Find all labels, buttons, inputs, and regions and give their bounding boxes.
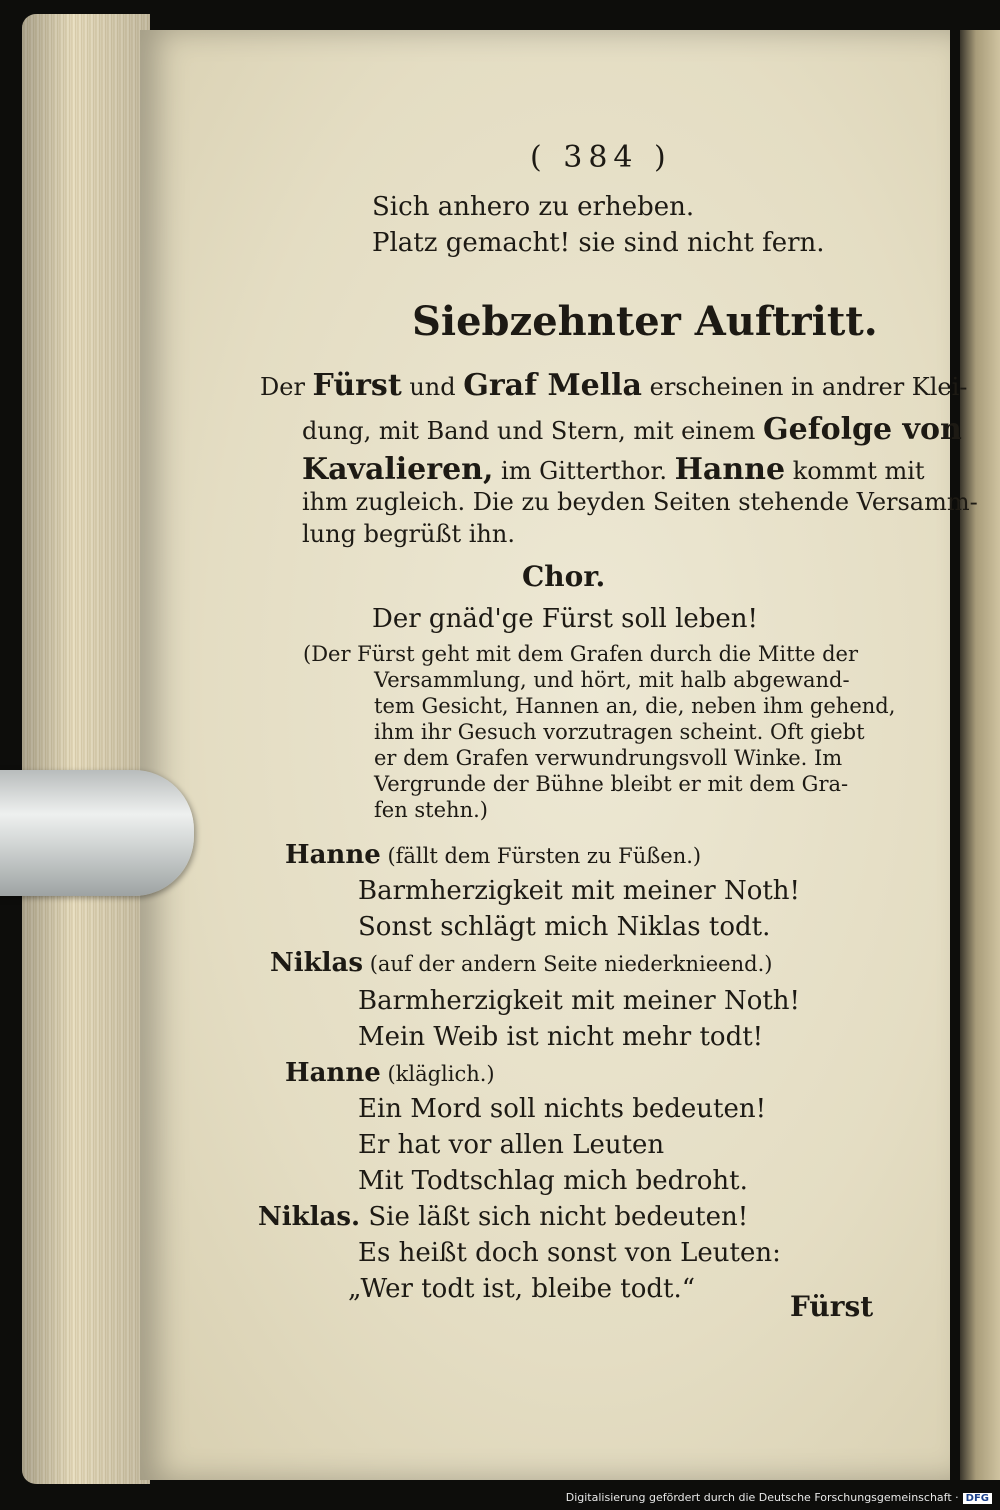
text: im Gitterthor. — [493, 457, 675, 485]
verse-line: Platz gemacht! sie sind nicht fern. — [372, 228, 825, 258]
book-edge-shadow — [22, 14, 150, 1484]
chor-direction-line: Vergrunde der Bühne bleibt er mit dem Gra- — [374, 772, 849, 796]
text: Der — [260, 373, 313, 401]
chor-direction-line: tem Gesicht, Hannen an, die, neben ihm gehend, — [374, 694, 896, 718]
page-holder-clip — [0, 770, 194, 896]
dialogue-line: Mit Todtschlag mich bedroht. — [358, 1166, 748, 1196]
dialogue-speaker-line — [285, 840, 701, 870]
dialogue-line: Er hat vor allen Leuten — [358, 1130, 665, 1160]
emphasis: Gefolge von — [763, 412, 962, 447]
dialogue-line: Sonst schlägt mich Niklas todt. — [358, 912, 771, 942]
speaker-direction: (auf der andern Seite niederknieend.) — [363, 952, 773, 976]
catchword: Fürst — [790, 1290, 874, 1323]
dialogue-line: Ein Mord soll nichts bedeuten! — [358, 1094, 767, 1124]
text: kommt mit — [785, 457, 925, 485]
page-number: ( 384 ) — [530, 140, 672, 175]
stage-direction-line-3 — [302, 452, 925, 487]
text: erscheinen in andrer Klei- — [641, 373, 968, 401]
dfg-logo: DFG — [963, 1493, 992, 1504]
emphasis: Fürst — [312, 368, 402, 403]
speaker-direction: Sie läßt sich nicht bedeuten! — [360, 1202, 749, 1232]
speaker-name: Hanne — [285, 1058, 381, 1088]
scene-title: Siebzehnter Auftritt. — [412, 298, 878, 345]
chor-direction-line: (Der Fürst geht mit dem Grafen durch die Mitte der — [303, 642, 858, 666]
digitization-credit — [566, 1491, 992, 1504]
chor-line: Der gnäd'ge Fürst soll leben! — [372, 604, 758, 634]
stage-direction-line-5: lung begrüßt ihn. — [302, 520, 515, 548]
chor-direction-line: ihm ihr Gesuch vorzutragen scheint. Oft giebt — [374, 720, 865, 744]
speaker-name: Niklas. — [258, 1202, 361, 1232]
credit-text: Digitalisierung gefördert durch die Deutsche Forschungsgemeinschaft · — [565, 1491, 959, 1504]
speaker-direction: (kläglich.) — [380, 1062, 495, 1086]
text: und — [401, 373, 464, 401]
dialogue-line: Mein Weib ist nicht mehr todt! — [358, 1022, 764, 1052]
chor-heading: Chor. — [522, 560, 606, 593]
chor-direction-line: er dem Grafen verwundrungsvoll Winke. Im — [374, 746, 843, 770]
chor-direction-line: Versammlung, und hört, mit halb abgewand- — [374, 668, 850, 692]
dialogue-speaker-line — [285, 1058, 495, 1088]
emphasis: Kavalieren, — [302, 452, 494, 487]
emphasis: Hanne — [674, 452, 786, 487]
speaker-name: Niklas — [270, 948, 364, 978]
dialogue-speaker-line — [270, 948, 772, 978]
dialogue-speaker-line — [258, 1202, 748, 1232]
emphasis: Graf Mella — [463, 368, 642, 403]
stage-direction-line-2 — [302, 412, 962, 447]
stage-direction-line-1 — [260, 368, 967, 403]
dialogue-line: Es heißt doch sonst von Leuten: — [358, 1238, 781, 1268]
verse-line: Sich anhero zu erheben. — [372, 192, 695, 222]
speaker-direction: (fällt dem Fürsten zu Füßen.) — [380, 844, 702, 868]
dialogue-line: „Wer todt ist, bleibe todt.“ — [348, 1274, 696, 1304]
chor-direction-line: fen stehn.) — [374, 798, 488, 822]
dialogue-line: Barmherzigkeit mit meiner Noth! — [358, 986, 800, 1016]
speaker-name: Hanne — [285, 840, 381, 870]
text: dung, mit Band und Stern, mit einem — [302, 417, 764, 445]
facing-page-edge — [960, 30, 1000, 1480]
dialogue-line: Barmherzigkeit mit meiner Noth! — [358, 876, 800, 906]
stage-direction-line-4: ihm zugleich. Die zu beyden Seiten stehende Versamm- — [302, 488, 978, 516]
